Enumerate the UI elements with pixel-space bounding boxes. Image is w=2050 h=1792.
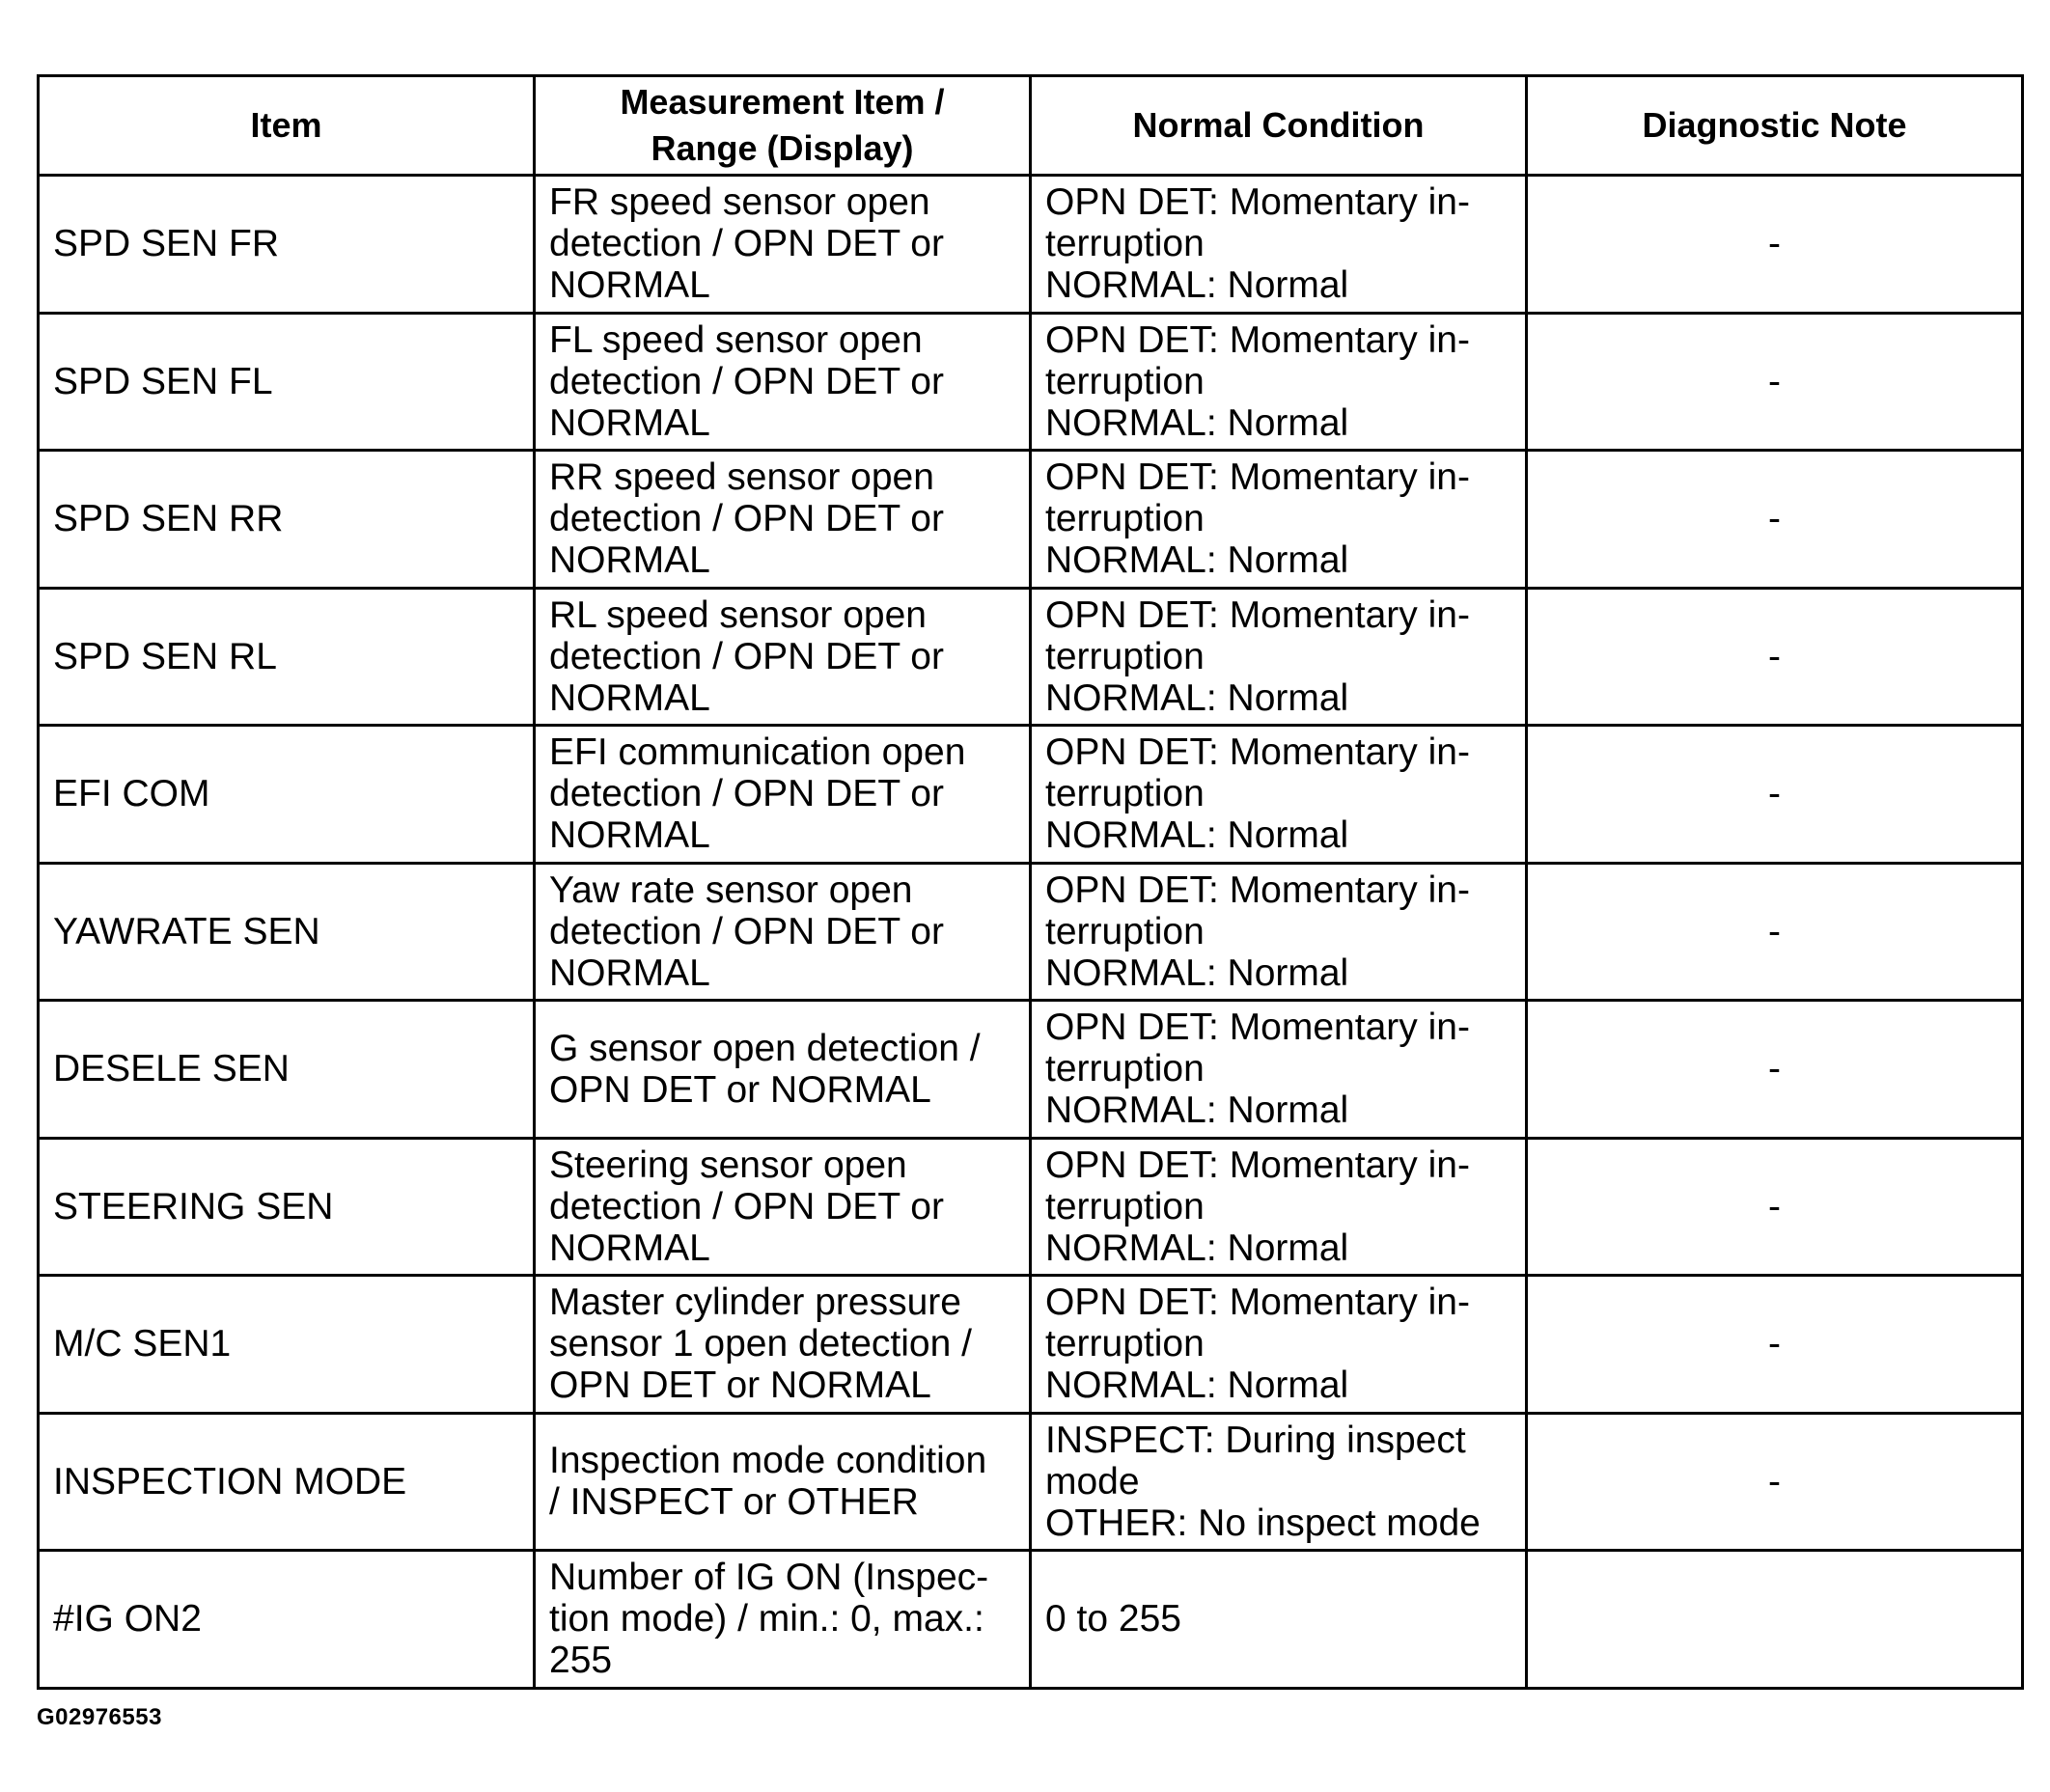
table-row (39, 1276, 2023, 1414)
diagnostic-note-cell: - (1527, 176, 2023, 314)
measurement-cell: Steering sensor open detection / OPN DET or NORMAL (535, 1138, 1031, 1276)
table-row (39, 1551, 2023, 1689)
item-cell: #IG ON2 (39, 1551, 535, 1689)
table-row (39, 1138, 2023, 1276)
measurement-cell: EFI communication open detection / OPN DET or NORMAL (535, 726, 1031, 864)
diagnostic-note-cell: - (1527, 313, 2023, 451)
normal-condition-cell: OPN DET: Momentary in- terruption NORMAL: Normal (1031, 588, 1527, 726)
measurement-cell: Yaw rate sensor open detection / OPN DET or NORMAL (535, 863, 1031, 1001)
item-cell: DESELE SEN (39, 1001, 535, 1139)
diagnostic-note-cell (1527, 1551, 2023, 1689)
measurement-cell: G sensor open detection / OPN DET or NORMAL (535, 1001, 1031, 1139)
item-cell: INSPECTION MODE (39, 1413, 535, 1551)
item-cell: M/C SEN1 (39, 1276, 535, 1414)
measurement-cell: Inspection mode condition / INSPECT or OTHER (535, 1413, 1031, 1551)
measurement-cell: Master cylinder pressure sensor 1 open detection / OPN DET or NORMAL (535, 1276, 1031, 1414)
diagnostic-note-cell: - (1527, 588, 2023, 726)
normal-condition-cell: OPN DET: Momentary in- terruption NORMAL: Normal (1031, 313, 1527, 451)
table-row (39, 1001, 2023, 1139)
item-cell: STEERING SEN (39, 1138, 535, 1276)
normal-condition-cell: OPN DET: Momentary in- terruption NORMAL: Normal (1031, 726, 1527, 864)
table-row (39, 726, 2023, 864)
item-cell: EFI COM (39, 726, 535, 864)
diagnostic-note-cell: - (1527, 863, 2023, 1001)
diagnostic-note-cell: - (1527, 1413, 2023, 1551)
figure-id-label: G02976553 (37, 1704, 162, 1730)
header-row (39, 76, 2023, 176)
normal-condition-cell: OPN DET: Momentary in- terruption NORMAL: Normal (1031, 1276, 1527, 1414)
header-diagnostic-note: Diagnostic Note (1527, 76, 2023, 176)
normal-condition-cell: OPN DET: Momentary in- terruption NORMAL: Normal (1031, 176, 1527, 314)
item-cell: SPD SEN FR (39, 176, 535, 314)
diagnostic-note-cell: - (1527, 726, 2023, 864)
table-row (39, 176, 2023, 314)
diagnostic-note-cell: - (1527, 1001, 2023, 1139)
table-row (39, 451, 2023, 589)
diagnostic-note-cell: - (1527, 451, 2023, 589)
measurement-cell: RR speed sensor open detection / OPN DET or NORMAL (535, 451, 1031, 589)
header-item: Item (39, 76, 535, 176)
diagnostic-note-cell: - (1527, 1276, 2023, 1414)
item-cell: SPD SEN RR (39, 451, 535, 589)
diagnostic-note-cell: - (1527, 1138, 2023, 1276)
item-cell: SPD SEN FL (39, 313, 535, 451)
table-row (39, 863, 2023, 1001)
normal-condition-cell: OPN DET: Momentary in- terruption NORMAL: Normal (1031, 863, 1527, 1001)
normal-condition-cell: 0 to 255 (1031, 1551, 1527, 1689)
header-normal-condition: Normal Condition (1031, 76, 1527, 176)
normal-condition-cell: OPN DET: Momentary in- terruption NORMAL: Normal (1031, 451, 1527, 589)
item-cell: YAWRATE SEN (39, 863, 535, 1001)
measurement-cell: RL speed sensor open detection / OPN DET or NORMAL (535, 588, 1031, 726)
measurement-cell: FL speed sensor open detection / OPN DET or NORMAL (535, 313, 1031, 451)
item-cell: SPD SEN RL (39, 588, 535, 726)
data-table (37, 74, 2024, 1690)
measurement-cell: FR speed sensor open detection / OPN DET or NORMAL (535, 176, 1031, 314)
normal-condition-cell: OPN DET: Momentary in- terruption NORMAL: Normal (1031, 1138, 1527, 1276)
measurement-cell: Number of IG ON (Inspec- tion mode) / min.: 0, max.: 255 (535, 1551, 1031, 1689)
table-row (39, 313, 2023, 451)
table-row (39, 588, 2023, 726)
table-row (39, 1413, 2023, 1551)
normal-condition-cell: INSPECT: During inspect mode OTHER: No inspect mode (1031, 1413, 1527, 1551)
normal-condition-cell: OPN DET: Momentary in- terruption NORMAL: Normal (1031, 1001, 1527, 1139)
header-measurement: Measurement Item / Range (Display) (535, 76, 1031, 176)
